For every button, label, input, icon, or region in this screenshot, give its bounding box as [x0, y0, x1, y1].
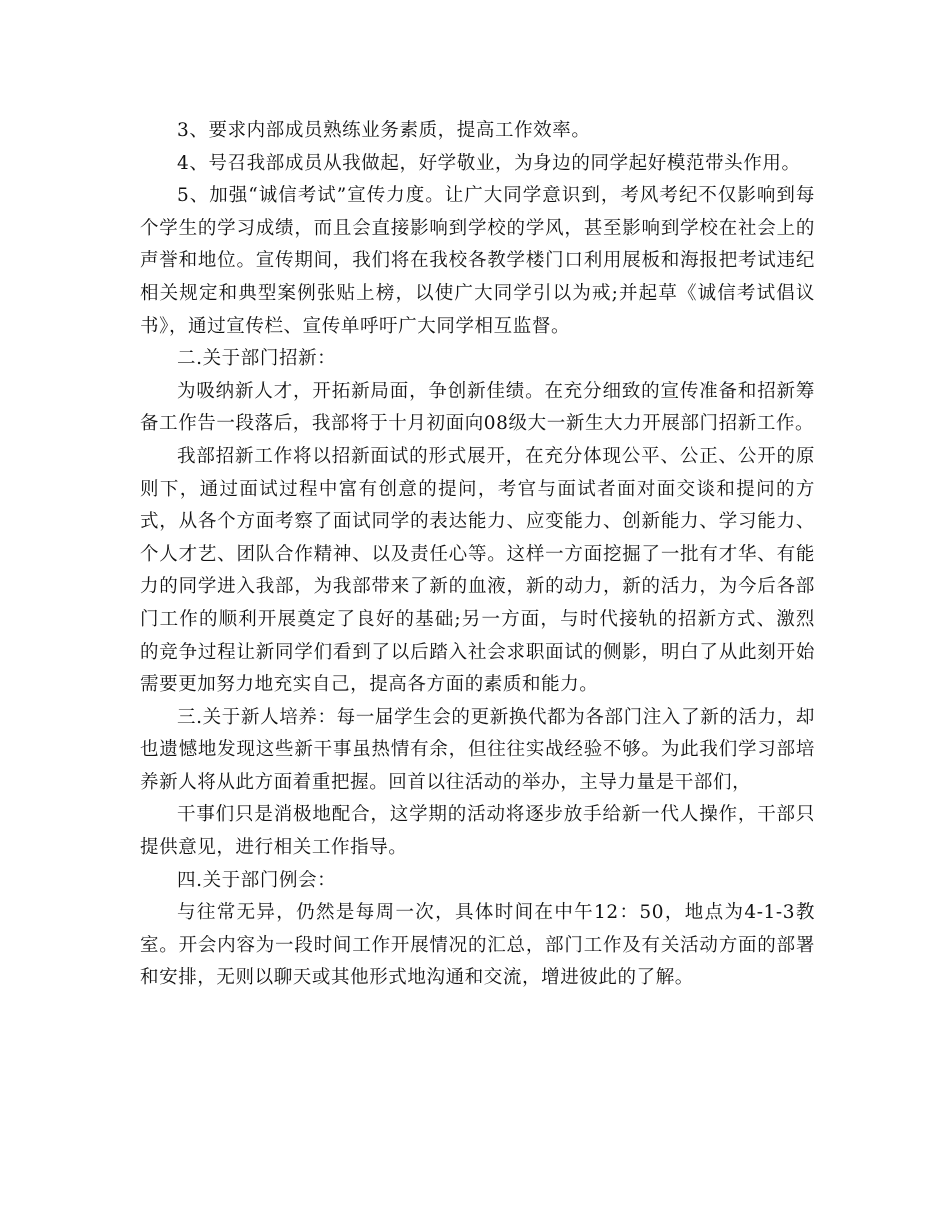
paragraph-meetings: 与往常无异，仍然是每周一次，具体时间在中午12：50，地点为4-1-3教室。开会内容为一段时间工作开展情况的汇总，部门工作及有关活动方面的部署和安排，无则以聊天或其他形式地沟通和交流，增进彼此的了解。 — [140, 902, 815, 989]
section-heading-meetings: 四.关于部门例会： — [177, 869, 337, 891]
document-body — [140, 115, 815, 995]
paragraph-recruitment-detail: 我部招新工作将以招新面试的形式展开，在充分体现公平、公正、公开的原则下，通过面试过程中富有创意的提问，考官与面试者面对面交谈和提问的方式，从各个方面考察了面试同学的表达能力、应变能力、创新能力、学习能力、个人才艺、团队合作精神、以及责任心等。这样一方面挖掘了一批有才华、有能力的同学进入我部，为我部带来了新的血液，新的动力，新的活力，为今后各部门工作的顺利开展奠定了良好的基础;另一方面，与时代接轨的招新方式、激烈的竞争过程让新同学们看到了以后踏入社会求职面试的侧影，明白了从此刻开始需要更加努力地充实自己，提高各方面的素质和能力。 — [140, 445, 815, 696]
paragraph-newcomer-training-cont: 干事们只是消极地配合，这学期的活动将逐步放手给新一代人操作，干部只提供意见，进行相关工作指导。 — [140, 804, 815, 859]
paragraph-item-5: 5、加强“诚信考试”宣传力度。让广大同学意识到，考风考纪不仅影响到每个学生的学习成绩，而且会直接影响到学校的学风，甚至影响到学校在社会上的声誉和地位。宣传期间，我们将在我校各教学楼门口利用展板和海报把考试违纪相关规定和典型案例张贴上榜，以使广大同学引以为戒;并起草《诚信考试倡议书》，通过宣传栏、宣传单呼吁广大同学相互监督。 — [140, 185, 815, 337]
section-heading-recruitment: 二.关于部门招新： — [177, 348, 337, 370]
paragraph-item-3: 3、要求内部成员熟练业务素质，提高工作效率。 — [177, 120, 591, 141]
paragraph-item-4: 4、号召我部成员从我做起，好学敬业，为身边的同学起好模范带头作用。 — [177, 152, 801, 174]
paragraph-recruitment-intro: 为吸纳新人才，开拓新局面，争创新佳绩。在充分细致的宣传准备和招新筹备工作告一段落后，我部将于十月初面向08级大一新生大力开展部门招新工作。 — [140, 380, 815, 435]
paragraph-newcomer-training: 三.关于新人培养：每一届学生会的更新换代都为各部门注入了新的活力，却也遗憾地发现这些新干事虽热情有余，但往往实战经验不够。为此我们学习部培养新人将从此方面着重把握。回首以往活动的举办，主导力量是干部们， — [140, 706, 815, 793]
